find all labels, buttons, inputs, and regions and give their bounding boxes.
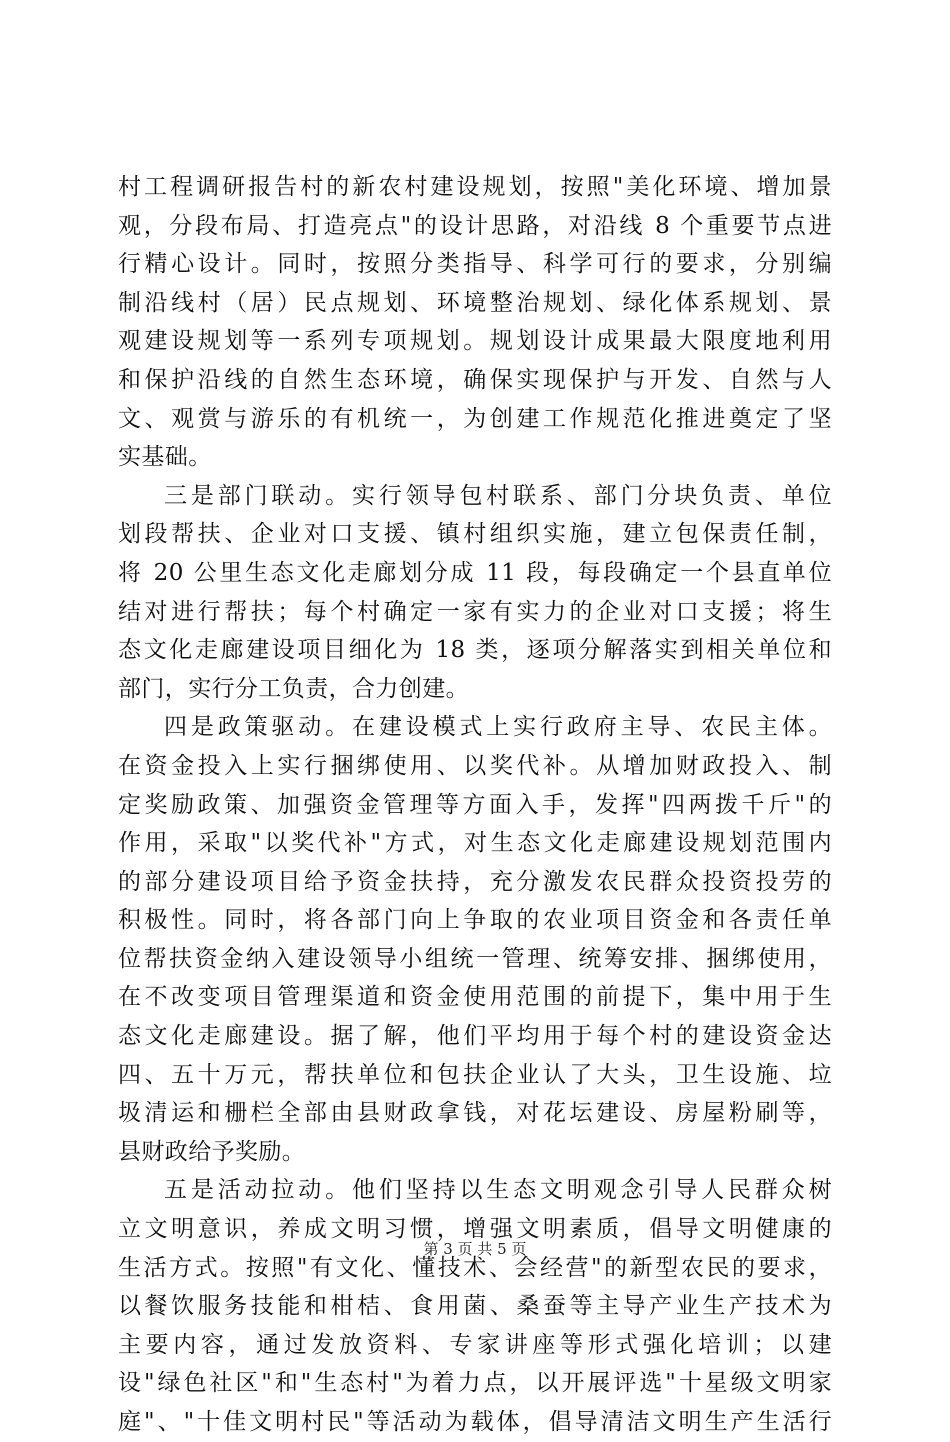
text-line: 庭"、"十佳文明村民"等活动为载体，倡导清洁文明生产生活行: [118, 1409, 832, 1435]
text-line: 的部分建设项目给予资金扶持，充分激发农民群众投资投劳的: [118, 868, 832, 895]
text-line: 立文明意识，养成文明习惯，增强文明素质，倡导文明健康的: [118, 1216, 832, 1243]
text-line: 积极性。同时，将各部门向上争取的农业项目资金和各责任单: [118, 907, 832, 934]
page-number-footer: 第 3 页 共 5 页: [423, 1240, 527, 1258]
text-line: 以餐饮服务技能和柑桔、食用菌、桑蚕等主导产业生产技术为: [118, 1293, 832, 1320]
text-line: 态文化走廊建设。据了解，他们平均用于每个村的建设资金达: [118, 1023, 832, 1050]
text-line: 制沿线村（居）民点规划、环境整治规划、绿化体系规划、景: [118, 289, 832, 316]
text-line: 主要内容，通过发放资料、专家讲座等形式强化培训；以建: [118, 1331, 832, 1358]
text-line: 位帮扶资金纳入建设领导小组统一管理、统筹安排、捆绑使用，: [118, 945, 832, 972]
text-line: 部门，实行分工负责，合力创建。: [118, 675, 469, 702]
text-line: 行精心设计。同时，按照分类指导、科学可行的要求，分别编: [118, 251, 832, 278]
text-line: 定奖励政策、加强资金管理等方面入手，发挥"四两拨千斤"的: [118, 791, 832, 818]
text-line: 和保护沿线的自然生态环境，确保实现保护与开发、自然与人: [118, 366, 832, 393]
text-line: 四、五十万元，帮扶单位和包扶企业认了大头，卫生设施、垃: [118, 1061, 832, 1088]
text-line: 将 20 公里生态文化走廊划分成 11 段，每段确定一个县直单位: [118, 559, 832, 586]
text-line: 县财政给予奖励。: [118, 1138, 306, 1165]
text-line: 作用，采取"以奖代补"方式，对生态文化走廊建设规划范围内: [118, 830, 832, 857]
text-line: 划段帮扶、企业对口支援、镇村组织实施，建立包保责任制，: [118, 521, 832, 548]
text-line: 文、观赏与游乐的有机统一，为创建工作规范化推进奠定了坚: [118, 405, 832, 432]
text-line: 设"绿色社区"和"生态村"为着力点，以开展评选"十星级文明家: [118, 1370, 832, 1397]
text-line: 结对进行帮扶；每个村确定一家有实力的企业对口支援；将生: [118, 598, 832, 625]
text-line: 态文化走廊建设项目细化为 18 类，逐项分解落实到相关单位和: [118, 637, 832, 664]
text-line: 村工程调研报告村的新农村建设规划，按照"美化环境、增加景: [118, 174, 832, 200]
paragraph-start-line: 三是部门联动。实行领导包村联系、部门分块负责、单位: [164, 482, 832, 509]
text-line: 在资金投入上实行捆绑使用、以奖代补。从增加财政投入、制: [118, 752, 832, 779]
text-line: 生活方式。按照"有文化、懂技术、会经营"的新型农民的要求，: [118, 1254, 832, 1281]
paragraph-start-line: 四是政策驱动。在建设模式上实行政府主导、农民主体。: [164, 714, 832, 741]
text-line: 观，分段布局、打造亮点"的设计思路，对沿线 8 个重要节点进: [118, 212, 832, 239]
paragraph-start-line: 五是活动拉动。他们坚持以生态文明观念引导人民群众树: [164, 1177, 832, 1204]
text-line: 实基础。: [118, 444, 212, 471]
text-line: 在不改变项目管理渠道和资金使用范围的前提下，集中用于生: [118, 984, 832, 1011]
text-line: 观建设规划等一系列专项规划。规划设计成果最大限度地利用: [118, 328, 832, 355]
text-line: 圾清运和栅栏全部由县财政拿钱，对花坛建设、房屋粉刷等，: [118, 1100, 832, 1127]
